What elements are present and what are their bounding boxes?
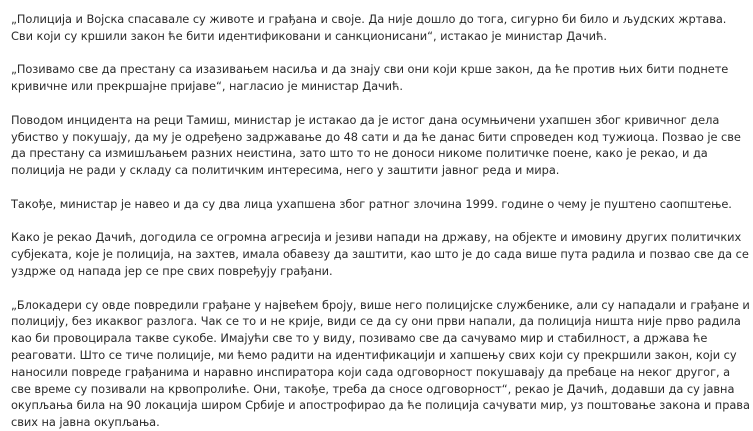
paragraph-war-crime-arrests: Такође, министар је навео и да су два лица ухапшена због ратног злочина 1999. године о чему је пуштено саопштење. xyxy=(11,196,732,211)
paragraph-aggression-attacks: Како је рекао Дачић, догодила се огромна агресија и језиви напади на државу, на објекте и имовину других политичких субјеката, које је полиција, на захтев, имала обавезу да заштити, као што је до сада више пута радила и позвао све да се уздрже од напада јер се пре свих повређују грађани. xyxy=(11,230,749,278)
paragraph-tamis-incident: Поводом инцидента на реци Тамиш, министар је истакао да је истог дана осумњичени ухапшен због кривичног дела убиство у покушају, да му је одређено задржавање до 48 сати и да ће данас бити спроведен код тужиоца. Позвао је све да престану са измишљањем разних неистина, зато што то не доноси никоме политичке поене, како је рекао, и да полиција не ради у складу са политичким интересима, него у заштити јавног реда и мира. xyxy=(11,112,741,178)
quote-paragraph-blockaders: „Блокадери су овде повредили грађане у највећем броју, више него полицијске службенике, али су нападали и грађане и полицију, без икаквог разлога. Чак се то и не крије, види се да су они први напали, да полиција ништа није прво радила као би провоцирала такве сукобе. Имајући све то у виду, позивамо све да сачувамо мир и стабилност, а држава ће реаговати. Што се тиче полиције, ми ћемо радити на идентификацији и хапшењу свих који су прекршили закон, који су наносили повреде грађанима и наравно инспиратора који сада одговорност покушавају да пребаце на неког другог, а све време су позивали на крвопролиће. Они, такође, треба да сносе одговорност“, рекао је Дачић, додавши да су јавна окупљања била на 90 локација широм Србије и апострофирао да ће полиција сачувати мир, уз поштовање закона и права свих на јавна окупљања. xyxy=(11,297,750,430)
article-body xyxy=(11,11,751,431)
quote-paragraph-criminal-charges: „Позивамо све да престану са изазивањем насиља и да знају сви они који крше закон, да ће против њих бити поднете кривичне или прекршајне пријаве“, нагласио је министар Дачић. xyxy=(11,62,729,94)
quote-paragraph-police-army: „Полиција и Војска спасавале су животе и грађана и своје. Да није дошло до тога, сигурно би било и људских жртава. Сви који су кршили закон ће бити идентификовани и санкционисани“, истакао је министар Дачић. xyxy=(11,12,727,43)
